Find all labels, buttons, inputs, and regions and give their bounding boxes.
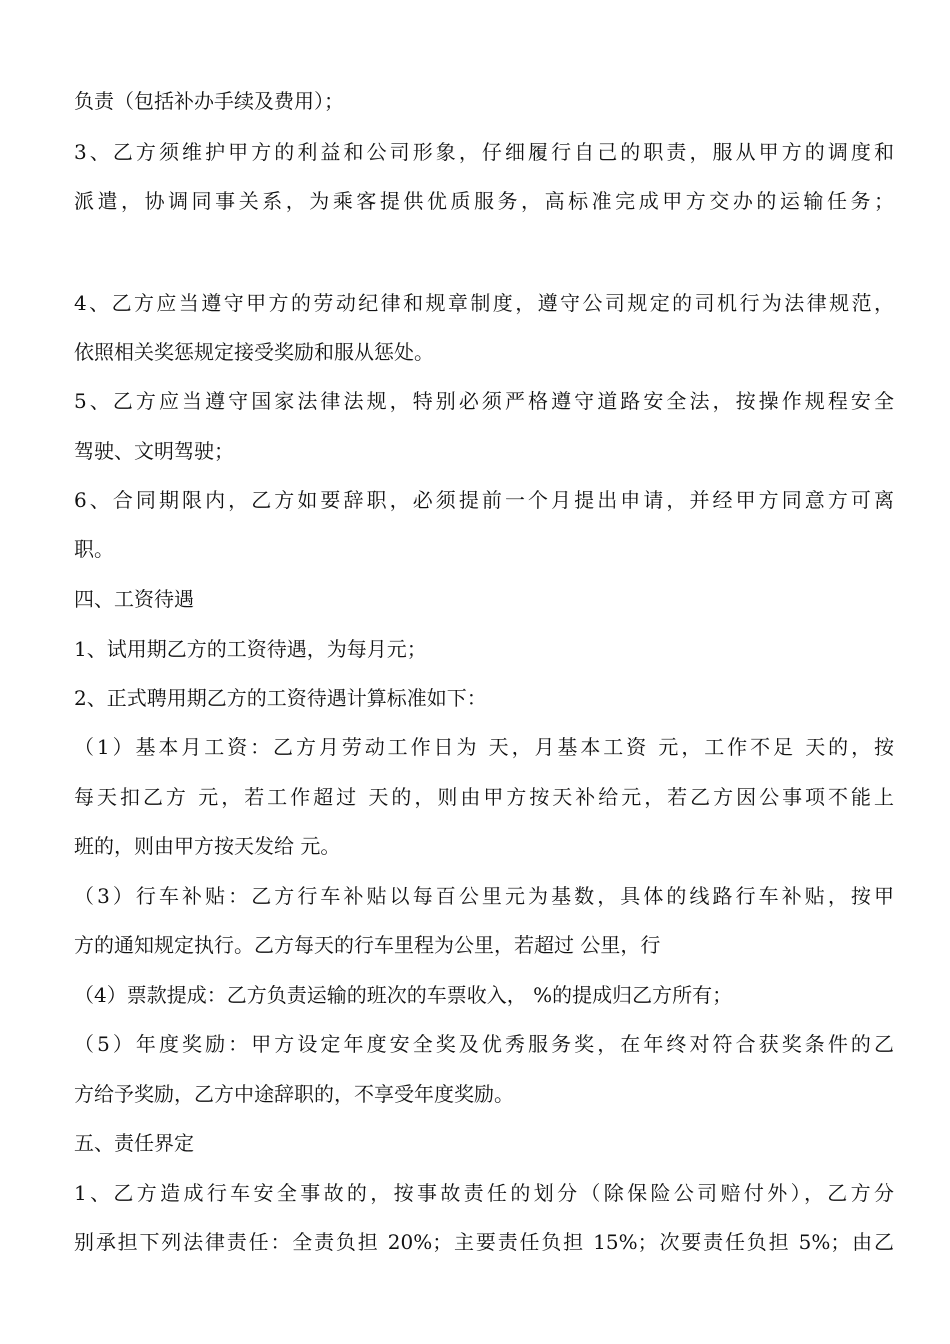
text-line: 4、乙方应当遵守甲方的劳动纪律和规章制度，遵守公司规定的司机行为法律规范，	[74, 291, 894, 315]
text-line: 驾驶、文明驾驶；	[74, 439, 234, 463]
text-line: 班的，则由甲方按天发给 元。	[74, 834, 341, 858]
text-line: 2、正式聘用期乙方的工资待遇计算标准如下：	[74, 686, 487, 710]
text-line: 方的通知规定执行。乙方每天的行车里程为公里，若超过 公里，行	[74, 933, 661, 957]
text-line: 5、乙方应当遵守国家法律法规，特别必须严格遵守道路安全法，按操作规程安全	[74, 389, 894, 413]
text-line: （5）年度奖励：甲方设定年度安全奖及优秀服务奖，在年终对符合获奖条件的乙	[74, 1032, 894, 1056]
section-heading: 四、工资待遇	[74, 587, 194, 611]
text-line: （3）行车补贴：乙方行车补贴以每百公里元为基数，具体的线路行车补贴，按甲	[74, 884, 894, 908]
text-line: 6、合同期限内，乙方如要辞职，必须提前一个月提出申请，并经甲方同意方可离	[74, 488, 894, 512]
text-line: （1）基本月工资：乙方月劳动工作日为 天，月基本工资 元，工作不足 天的，按	[74, 735, 894, 759]
text-line: （4）票款提成：乙方负责运输的班次的车票收入， %的提成归乙方所有；	[74, 983, 733, 1007]
section-heading: 五、责任界定	[74, 1131, 194, 1155]
text-line: 依照相关奖惩规定接受奖励和服从惩处。	[74, 340, 434, 364]
text-line: 每天扣乙方 元，若工作超过 天的，则由甲方按天补给元，若乙方因公事项不能上	[74, 785, 894, 809]
text-line: 别承担下列法律责任：全责负担 20%；主要责任负担 15%；次要责任负担 5%；由乙	[74, 1230, 894, 1254]
text-line: 1、乙方造成行车安全事故的，按事故责任的划分（除保险公司赔付外），乙方分	[74, 1181, 894, 1205]
text-line: 派遣，协调同事关系，为乘客提供优质服务，高标准完成甲方交办的运输任务；	[74, 189, 894, 213]
text-line: 1、试用期乙方的工资待遇，为每月元；	[74, 637, 427, 661]
text-line: 职。	[74, 537, 114, 561]
text-line: 3、乙方须维护甲方的利益和公司形象，仔细履行自己的职责，服从甲方的调度和	[74, 140, 894, 164]
text-line: 方给予奖励，乙方中途辞职的，不享受年度奖励。	[74, 1082, 514, 1106]
text-line: 负责（包括补办手续及费用）；	[74, 89, 344, 113]
